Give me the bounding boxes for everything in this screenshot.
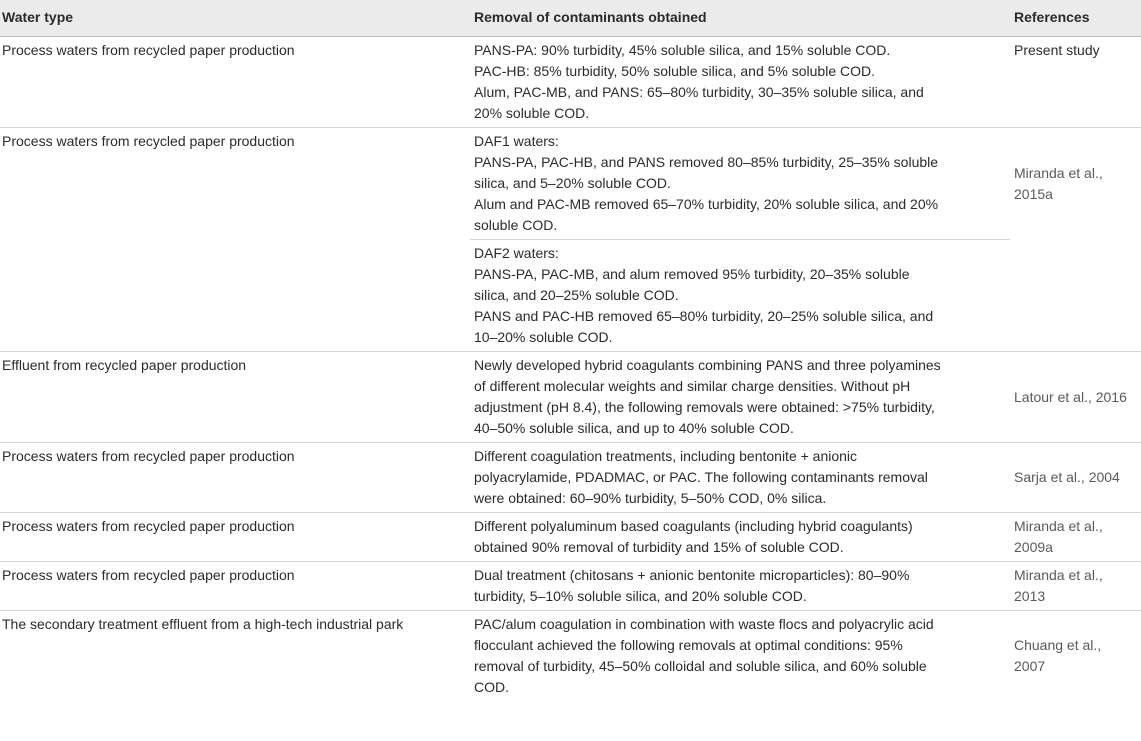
removal-line: DAF2 waters: xyxy=(474,245,559,261)
removal-line: turbidity, 5–10% soluble silica, and 20% soluble COD. xyxy=(474,588,807,604)
removal-line: Dual treatment (chitosans + anionic bentonite microparticles): 80–90% xyxy=(474,567,910,583)
reference-cell xyxy=(1010,611,1141,702)
reference-cell xyxy=(1010,240,1141,352)
removal-line: Alum, PAC-MB, and PANS: 65–80% turbidity, 30–35% soluble silica, and xyxy=(474,84,924,100)
removal-line: polyacrylamide, PDADMAC, or PAC. The following contaminants removal xyxy=(474,469,928,485)
water-type-cell: Process waters from recycled paper production xyxy=(0,513,470,562)
removal-cell xyxy=(470,352,1010,443)
removal-line: soluble COD. xyxy=(474,217,558,233)
table-row xyxy=(0,128,1141,240)
reference-cell: Latour et al., 2016 xyxy=(1010,352,1141,443)
reference-line: 2007 xyxy=(1014,658,1046,674)
table-row xyxy=(0,352,1141,443)
removal-line: were obtained: 60–90% turbidity, 5–50% COD, 0% silica. xyxy=(474,490,827,506)
header-references: References xyxy=(1010,0,1141,37)
reference-cell: Present study xyxy=(1014,42,1100,58)
water-type-cell: Process waters from recycled paper production xyxy=(0,443,470,513)
water-type-cell: Process waters from recycled paper production xyxy=(2,42,295,58)
water-type-cell: Effluent from recycled paper production xyxy=(0,352,470,443)
table-body xyxy=(0,37,1141,702)
removal-line: PANS-PA, PAC-HB, and PANS removed 80–85% turbidity, 25–35% soluble xyxy=(474,154,939,170)
removal-cell xyxy=(470,128,1010,240)
removal-line: PANS and PAC-HB removed 65–80% turbidity, 20–25% soluble silica, and xyxy=(474,308,934,324)
reference-line: Miranda et al., xyxy=(1014,567,1103,583)
reference-line: Miranda et al., xyxy=(1014,164,1103,181)
removal-line: 40–50% soluble silica, and up to 40% soluble COD. xyxy=(474,420,794,436)
removal-line: silica, and 20–25% soluble COD. xyxy=(474,287,679,303)
reference-cell xyxy=(1010,128,1141,240)
removal-line: Different coagulation treatments, including bentonite + anionic xyxy=(474,448,858,464)
removal-line: PAC-HB: 85% turbidity, 50% soluble silica, and 5% soluble COD. xyxy=(474,63,875,79)
table-row xyxy=(0,611,1141,702)
removal-cell xyxy=(470,443,1010,513)
water-type-cell xyxy=(0,240,470,352)
removal-line: flocculant achieved the following removals at optimal conditions: 95% xyxy=(474,637,903,653)
water-type-cell: Process waters from recycled paper production xyxy=(0,128,470,240)
reference-line: 2015a xyxy=(1014,185,1053,202)
removal-cell xyxy=(470,611,1010,702)
header-removal: Removal of contaminants obtained xyxy=(470,0,1010,37)
removal-line: DAF1 waters: xyxy=(474,133,559,149)
removal-line: PAC/alum coagulation in combination with waste flocs and polyacrylic acid xyxy=(474,616,934,632)
removal-cell xyxy=(470,562,1010,611)
reference-line: Chuang et al., xyxy=(1014,637,1102,653)
table-row xyxy=(0,443,1141,513)
header-row xyxy=(0,0,1141,37)
removal-line: 20% soluble COD. xyxy=(474,105,590,121)
water-type-cell: Process waters from recycled paper production xyxy=(0,562,470,611)
table-row xyxy=(0,37,1141,128)
reference-cell: Sarja et al., 2004 xyxy=(1010,443,1141,513)
table-row xyxy=(0,240,1141,352)
removal-cell xyxy=(470,240,1010,352)
header-water-type: Water type xyxy=(0,0,470,37)
reference-line: 2009a xyxy=(1014,539,1053,555)
table-header xyxy=(0,0,1141,37)
removal-line: obtained 90% removal of turbidity and 15% of soluble COD. xyxy=(474,539,844,555)
water-type-cell: The secondary treatment effluent from a high-tech industrial park xyxy=(0,611,470,702)
removal-line: Newly developed hybrid coagulants combining PANS and three polyamines xyxy=(474,357,941,373)
table-row xyxy=(0,513,1141,562)
removal-line: Alum and PAC-MB removed 65–70% turbidity, 20% soluble silica, and 20% xyxy=(474,196,939,212)
reference-cell xyxy=(1010,562,1141,611)
removal-line: adjustment (pH 8.4), the following removals were obtained: >75% turbidity, xyxy=(474,399,935,415)
removal-cell xyxy=(470,513,1010,562)
removal-cell xyxy=(470,37,1010,128)
removal-line: of different molecular weights and similar charge densities. Without pH xyxy=(474,378,911,394)
removal-line: silica, and 5–20% soluble COD. xyxy=(474,175,671,191)
table-row xyxy=(0,562,1141,611)
removal-line: removal of turbidity, 45–50% colloidal and soluble silica, and 60% soluble xyxy=(474,658,927,674)
removal-line: PANS-PA: 90% turbidity, 45% soluble silica, and 15% soluble COD. xyxy=(474,42,891,58)
reference-cell xyxy=(1010,513,1141,562)
removal-line: PANS-PA, PAC-MB, and alum removed 95% turbidity, 20–35% soluble xyxy=(474,266,910,282)
removal-line: 10–20% soluble COD. xyxy=(474,329,613,345)
reference-line: Miranda et al., xyxy=(1014,518,1103,534)
removal-line: Different polyaluminum based coagulants (including hybrid coagulants) xyxy=(474,518,913,534)
reference-line: 2013 xyxy=(1014,588,1046,604)
removal-line: COD. xyxy=(474,679,509,695)
